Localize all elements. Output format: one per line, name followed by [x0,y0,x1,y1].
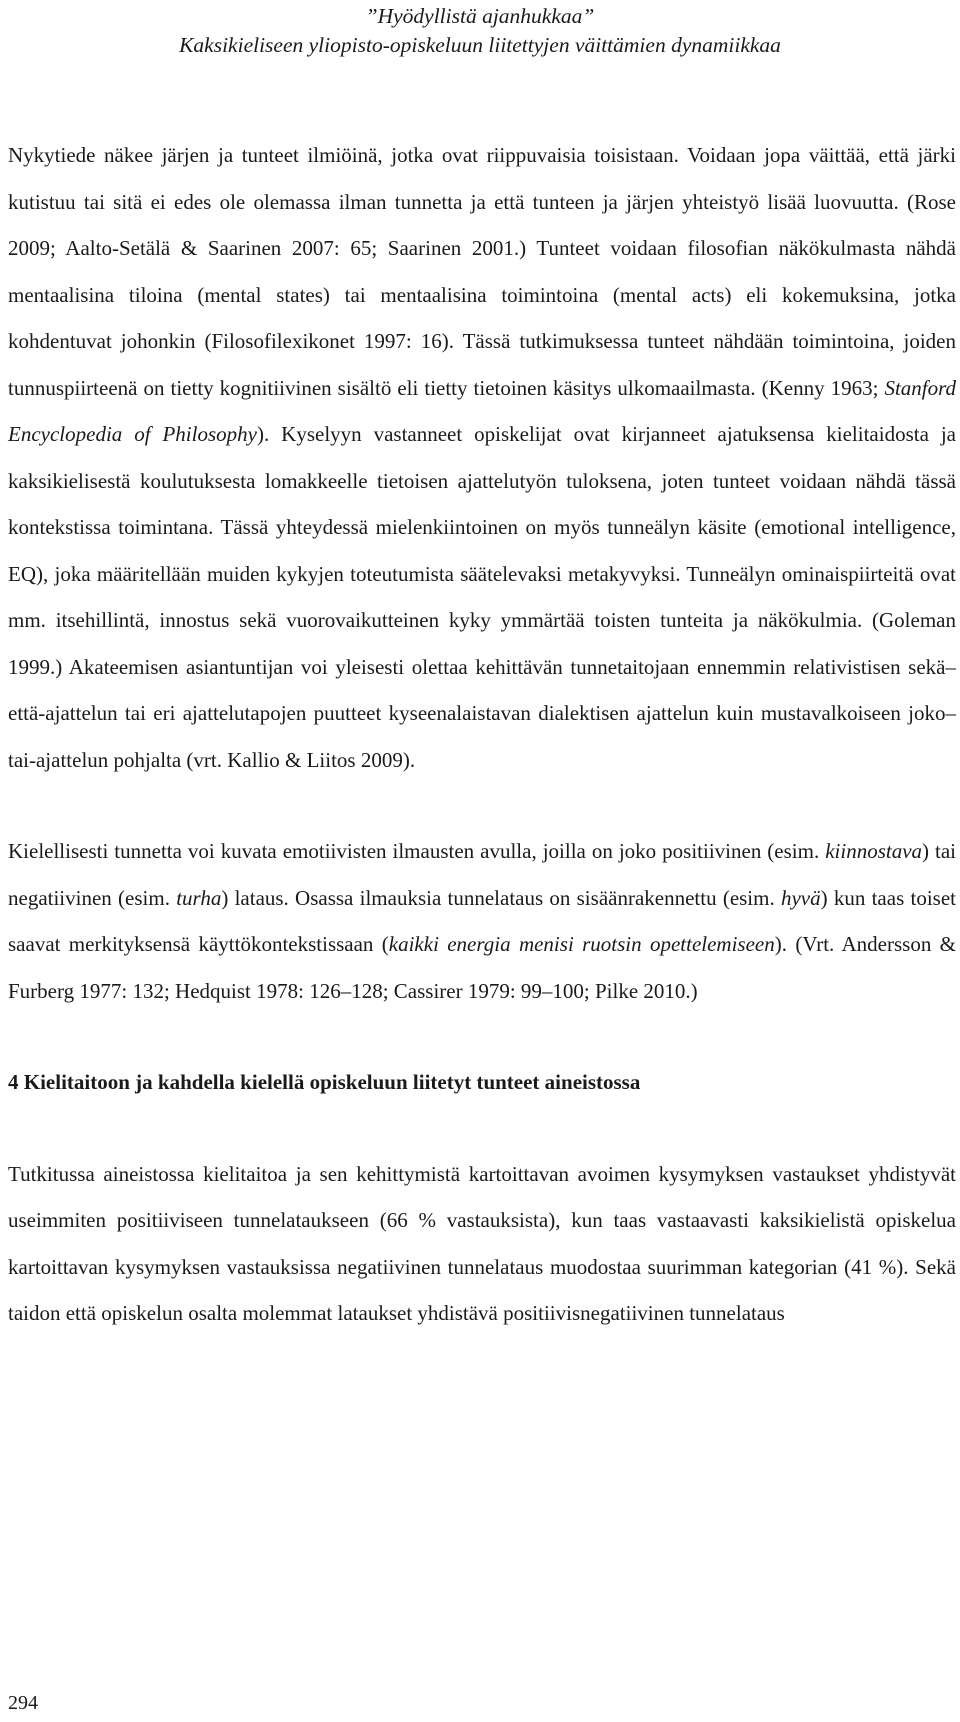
italic-example: hyvä [780,885,821,910]
paragraph-text: Kielellisesti tunnetta voi kuvata emotiivisten ilmausten avulla, joilla on joko positiivinen (esim. [8,839,826,863]
paragraph-text: Nykytiede näkee järjen ja tunteet ilmiöinä, jotka ovat riippuvaisia toisistaan. Voidaan jopa väittää, että järki kutistuu tai sitä ei edes ole olemassa ilman tunnetta ja että tunteen ja järjen yhteistyö lisää luovuutta. (Rose 2009; Aalto-Setälä & Saarinen 2007: 65; Saarinen 2001.) Tunteet voidaan filosofian näkökulmasta nähdä mentaalisina tiloina (mental states) tai mentaalisina toimintoina (mental acts) eli kokemuksina, jotka kohdentuvat johonkin (Filosofilexikonet 1997: 16). Tässä tutkimuksessa tunteet nähdään toimintoina, joiden tunnuspiirteenä on tietty kognitiivinen sisältö eli tietty tietoinen käsitys ulkomaailmasta. (Kenny 1963; [8,143,956,400]
paragraph-text: ) kun taas toiset saavat merkityksensä käyttökontekstissaan ( [8,885,956,956]
page-content [8,132,956,1337]
paragraph-text: ) lataus. Osassa ilmauksia tunnelataus on sisäänrakennettu (esim. [221,885,781,910]
body-paragraph-data-results [8,1151,956,1337]
paragraph-spacer [8,783,956,828]
paragraph-text: ). (Vrt. Andersson & Furberg 1977: 132; Hedquist 1978: 126–128; Cassirer 1979: 99–100; Pilke 2010.) [8,932,956,1003]
paragraph-spacer [8,1106,956,1151]
running-header-title: ”Hyödyllistä ajanhukkaa” [365,4,595,28]
running-header-subtitle: Kaksikieliseen yliopisto-opiskeluun liitettyjen väittämien dynamiikkaa [179,33,781,57]
paragraph-text: ) tai negatiivinen (esim. [8,839,956,910]
section-heading: 4 Kielitaitoon ja kahdella kielellä opiskeluun liitetyt tunteet aineistossa [8,1070,641,1094]
italic-example: kiinnostava [825,839,923,863]
page-number: 294 [8,1692,38,1714]
paragraph-text: Tutkitussa aineistossa kielitaitoa ja sen kehittymistä kartoittavan avoimen kysymyksen vastaukset yhdistyvät useimmiten positiiviseen tunnelataukseen (66 % vastauksista), kun taas vastaavasti kaksikielistä opiskelua kartoittavan kysymyksen vastauksissa negatiivinen tunnelataus muodostaa suurimman kategorian (41 %). Sekä taidon että opiskelun osalta molemmat lataukset yhdistävä positiivisnegatiivinen tunnelataus [8,1161,956,1325]
body-paragraph-emotive-expressions [8,828,956,1014]
paragraph-spacer [8,1014,956,1059]
paragraph-text: ). Kyselyyn vastanneet opiskelijat ovat kirjanneet ajatuksensa kielitaidosta ja kaksikielisestä koulutuksesta lomakkeelle tietoisen ajattelutyön tuloksena, joten tunteet voidaan nähdä tässä kontekstissa toimintana. Tässä yhteydessä mielenkiintoinen on myös tunneälyn käsite (emotional intelligence, EQ), joka määritellään muiden kykyjen toteutumista säätelevaksi metakyvyksi. Tunneälyn ominaispiirteitä ovat mm. itsehillintä, innostus sekä vuorovaikutteinen kyky ymmärtää toisten tunteita ja näkökulmia. (Goleman 1999.) Akateemisen asiantuntijan voi yleisesti olettaa kehittävän tunnetaitojaan ennemmin relativistisen sekä–että-ajattelun tai eri ajattelutapojen puutteet kyseenalaistavan dialektisen ajattelun kuin mustavalkoiseen joko–tai-ajattelun pohjalta (vrt. Kallio & Liitos 2009). [8,422,957,772]
body-paragraph-emotion-reason [8,132,956,783]
italic-source-title: Stanford Encyclopedia of Philosophy [8,375,956,446]
italic-example: turha [176,885,222,910]
running-header [0,2,960,60]
italic-example: kaikki energia menisi ruotsin opettelemiseen [388,932,775,956]
